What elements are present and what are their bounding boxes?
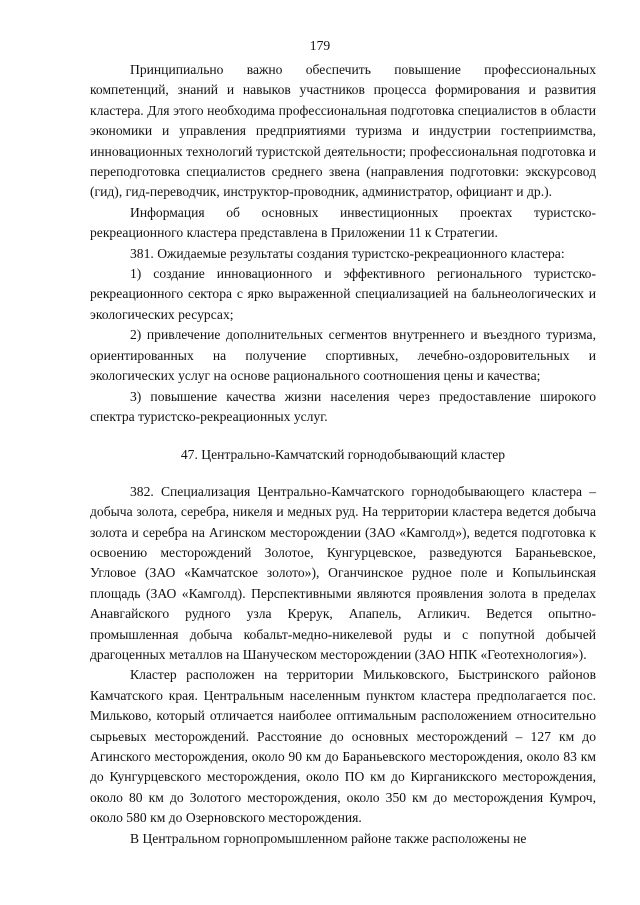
paragraph-381-expected-results: 381. Ожидаемые результаты создания туристско-рекреационного кластера: [130,245,565,261]
paragraph-competencies: Принципиально важно обеспечить повышение профессиональных компетенций, знаний и навыков участников процесса формирования и развития кластера. Для этого необходима профессиональная подготовка специалистов в области экономики и управления предприятиями туризма и индустрии гостеприимства, инновационных технологий туристской деятельности; профессиональная подготовка и переподготовка специалистов среднего звена (направления подготовки: экскурсовод (гид), гид-переводчик, инструктор-проводник, администратор, официант и др.). [90,62,596,200]
document-body [90,60,596,849]
section-heading: 47. Центрально-Камчатский горнодобывающий кластер [180,447,506,463]
paragraph-investment-projects: Информация об основных инвестиционных проектах туристско-рекреационного кластера представлена в Приложении 11 к Стратегии. [90,204,596,241]
list-item-result-2: 2) привлечение дополнительных сегментов внутреннего и въездного туризма, ориентированных на получение спортивных, лечебно-оздоровительных и экологических услуг на основе рационального соотношения цены и качества; [90,327,596,384]
page-number: 179 [309,38,331,53]
paragraph-382-specialization: 382. Специализация Центрально-Камчатского горнодобывающего кластера – добыча золота, серебра, никеля и медных руд. На территории кластера ведется добыча золота и серебра на Агинском месторождении (ЗАО «Камголд»), ведется подготовка к освоению месторождений Золотое, Кунгурцевское, разведуются Бараньевское, Угловое (ЗАО «Камчатское золото»), Оганчинское рудное поле и Копыльинская площадь (ЗАО «Камголд). Перспективными являются проявления золота в пределах Анавгайского рудного узла Крерук, Апапель, Агликич. Ведется опытно-промышленная добыча кобальт-медно-никелевой руды и с попутной добычей драгоценных металлов на Шануческом месторождении (ЗАО НПК «Геотехнология»). [90,483,596,662]
list-item-result-3: 3) повышение качества жизни населения через предоставление широкого спектра туристско-рекреационных услуг. [90,388,596,424]
paragraph-central-mining-district: В Центральном горнопромышленном районе также расположены не [130,830,527,846]
paragraph-cluster-location: Кластер расположен на территории Мильковского, Быстринского районов Камчатского края. Центральным населенным пунктом кластера предполагается пос. Мильково, который отличается наиболее оптимальным расположением относительно сырьевых месторождений. Расстояние до основных месторождений – 127 км до Агинского месторождения, около 90 км до Бараньевского месторождения, около 83 км до Кунгурцевского месторождения, около ПО км до Кирганикского месторождения, около 80 км до Золотого месторождения, около 350 км до месторождения Кумроч, около 580 км до Озерновского месторождения. [90,667,596,826]
list-item-result-1: 1) создание инновационного и эффективного регионального туристско-рекреационного сектора с ярко выраженной специализацией на бальнеологических и экологических ресурсах; [90,266,596,322]
